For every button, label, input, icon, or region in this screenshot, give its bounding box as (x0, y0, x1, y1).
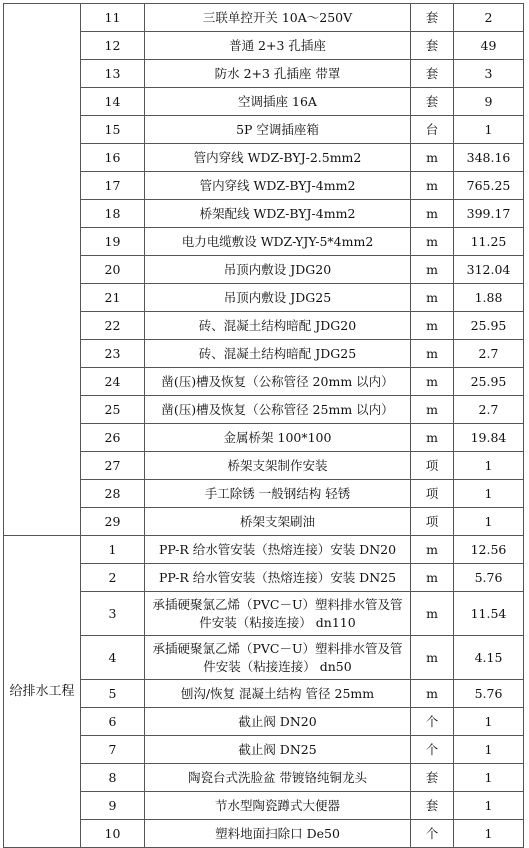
cell-qty: 1.88 (454, 284, 524, 312)
cell-unit: 个 (411, 708, 454, 736)
cell-name: 5P 空调插座箱 (145, 116, 411, 144)
table-row (4, 536, 524, 564)
cell-name: 承插硬聚氯乙烯（PVC－U）塑料排水管及管件安装（粘接连接） dn110 (145, 592, 411, 636)
cell-no: 20 (81, 256, 145, 284)
table-row (4, 4, 524, 32)
cell-qty: 2.7 (454, 340, 524, 368)
cell-qty: 1 (454, 452, 524, 480)
cell-name: 空调插座 16A (145, 88, 411, 116)
cell-qty: 4.15 (454, 636, 524, 680)
table-row (4, 480, 524, 508)
cell-name: 桥架支架制作安装 (145, 452, 411, 480)
cell-qty: 1 (454, 820, 524, 848)
cell-name: 电力电缆敷设 WDZ-YJY-5*4mm2 (145, 228, 411, 256)
table-row (4, 592, 524, 636)
cell-no: 3 (81, 592, 145, 636)
cell-no: 27 (81, 452, 145, 480)
cell-no: 29 (81, 508, 145, 536)
cell-qty: 11.54 (454, 592, 524, 636)
cell-name: 塑料地面扫除口 De50 (145, 820, 411, 848)
cell-name: 桥架配线 WDZ-BYJ-4mm2 (145, 200, 411, 228)
cell-name: 砖、混凝土结构暗配 JDG20 (145, 312, 411, 340)
cell-qty: 1 (454, 708, 524, 736)
cell-qty: 348.16 (454, 144, 524, 172)
cell-qty: 1 (454, 508, 524, 536)
table-row (4, 736, 524, 764)
cell-name: 截止阀 DN20 (145, 708, 411, 736)
table-row (4, 680, 524, 708)
cell-unit: 套 (411, 32, 454, 60)
table-row (4, 636, 524, 680)
table-row (4, 88, 524, 116)
cell-no: 16 (81, 144, 145, 172)
table-row (4, 60, 524, 88)
table-row (4, 508, 524, 536)
cell-unit: m (411, 256, 454, 284)
cell-unit: 套 (411, 792, 454, 820)
table-row (4, 396, 524, 424)
cell-name: 砖、混凝土结构暗配 JDG25 (145, 340, 411, 368)
cell-name: 防水 2+3 孔插座 带罩 (145, 60, 411, 88)
cell-unit: m (411, 312, 454, 340)
table-row (4, 200, 524, 228)
cell-name: 金属桥架 100*100 (145, 424, 411, 452)
cell-name: 三联单控开关 10A～250V (145, 4, 411, 32)
table-row (4, 312, 524, 340)
cell-name: 节水型陶瓷蹲式大便器 (145, 792, 411, 820)
cell-qty: 3 (454, 60, 524, 88)
cell-qty: 9 (454, 88, 524, 116)
cell-unit: m (411, 424, 454, 452)
cell-qty: 25.95 (454, 368, 524, 396)
cell-qty: 1 (454, 764, 524, 792)
cell-name: PP-R 给水管安装（热熔连接）安装 DN25 (145, 564, 411, 592)
cell-unit: 套 (411, 764, 454, 792)
cell-no: 13 (81, 60, 145, 88)
cell-name: 吊顶内敷设 JDG25 (145, 284, 411, 312)
cell-name: 承插硬聚氯乙烯（PVC－U）塑料排水管及管件安装（粘接连接） dn50 (145, 636, 411, 680)
cell-no: 14 (81, 88, 145, 116)
cell-unit: 项 (411, 452, 454, 480)
cell-no: 9 (81, 792, 145, 820)
table-row (4, 116, 524, 144)
cell-qty: 5.76 (454, 680, 524, 708)
cell-no: 18 (81, 200, 145, 228)
cell-name: 管内穿线 WDZ-BYJ-2.5mm2 (145, 144, 411, 172)
cell-no: 6 (81, 708, 145, 736)
table-row (4, 452, 524, 480)
table-body (4, 4, 524, 848)
table-row (4, 284, 524, 312)
cell-qty: 312.04 (454, 256, 524, 284)
bill-of-quantities-table (3, 3, 524, 848)
cell-no: 25 (81, 396, 145, 424)
cell-no: 5 (81, 680, 145, 708)
cell-no: 24 (81, 368, 145, 396)
cell-unit: 套 (411, 88, 454, 116)
cell-unit: m (411, 200, 454, 228)
category-cell (4, 4, 81, 536)
cell-name: 吊顶内敷设 JDG20 (145, 256, 411, 284)
cell-qty: 5.76 (454, 564, 524, 592)
table-row (4, 144, 524, 172)
table-row (4, 792, 524, 820)
cell-unit: m (411, 680, 454, 708)
cell-name: 桥架支架刷油 (145, 508, 411, 536)
cell-no: 17 (81, 172, 145, 200)
table-row (4, 256, 524, 284)
cell-no: 12 (81, 32, 145, 60)
cell-no: 21 (81, 284, 145, 312)
cell-qty: 399.17 (454, 200, 524, 228)
cell-no: 11 (81, 4, 145, 32)
cell-unit: m (411, 564, 454, 592)
cell-no: 7 (81, 736, 145, 764)
cell-qty: 2.7 (454, 396, 524, 424)
cell-qty: 11.25 (454, 228, 524, 256)
table-row (4, 32, 524, 60)
cell-unit: 个 (411, 736, 454, 764)
cell-unit: m (411, 172, 454, 200)
cell-no: 15 (81, 116, 145, 144)
cell-no: 8 (81, 764, 145, 792)
cell-unit: 套 (411, 4, 454, 32)
cell-no: 1 (81, 536, 145, 564)
cell-no: 10 (81, 820, 145, 848)
cell-unit: m (411, 144, 454, 172)
cell-unit: 套 (411, 60, 454, 88)
cell-qty: 1 (454, 736, 524, 764)
table-row (4, 172, 524, 200)
cell-no: 19 (81, 228, 145, 256)
cell-qty: 1 (454, 116, 524, 144)
cell-name: 普通 2+3 孔插座 (145, 32, 411, 60)
cell-name: 手工除锈 一般钢结构 轻锈 (145, 480, 411, 508)
cell-unit: m (411, 636, 454, 680)
cell-no: 23 (81, 340, 145, 368)
table-row (4, 564, 524, 592)
cell-name: 管内穿线 WDZ-BYJ-4mm2 (145, 172, 411, 200)
table-row (4, 368, 524, 396)
cell-no: 26 (81, 424, 145, 452)
cell-unit: m (411, 284, 454, 312)
cell-no: 28 (81, 480, 145, 508)
cell-no: 2 (81, 564, 145, 592)
cell-name: 刨沟/恢复 混凝土结构 管径 25mm (145, 680, 411, 708)
cell-unit: 项 (411, 480, 454, 508)
cell-unit: m (411, 340, 454, 368)
cell-unit: 项 (411, 508, 454, 536)
cell-qty: 19.84 (454, 424, 524, 452)
cell-name: 截止阀 DN25 (145, 736, 411, 764)
cell-unit: 台 (411, 116, 454, 144)
cell-qty: 12.56 (454, 536, 524, 564)
cell-qty: 765.25 (454, 172, 524, 200)
table-row (4, 708, 524, 736)
cell-qty: 1 (454, 480, 524, 508)
cell-unit: m (411, 536, 454, 564)
cell-qty: 1 (454, 792, 524, 820)
cell-name: 陶瓷台式洗脸盆 带镀铬纯铜龙头 (145, 764, 411, 792)
table-row (4, 340, 524, 368)
cell-no: 22 (81, 312, 145, 340)
cell-qty: 49 (454, 32, 524, 60)
cell-unit: m (411, 592, 454, 636)
cell-no: 4 (81, 636, 145, 680)
cell-qty: 2 (454, 4, 524, 32)
category-cell: 给排水工程 (4, 536, 81, 848)
cell-qty: 25.95 (454, 312, 524, 340)
cell-name: PP-R 给水管安装（热熔连接）安装 DN20 (145, 536, 411, 564)
table-row (4, 424, 524, 452)
cell-name: 凿(压)槽及恢复（公称管径 25mm 以内） (145, 396, 411, 424)
cell-unit: m (411, 396, 454, 424)
table-row (4, 228, 524, 256)
cell-name: 凿(压)槽及恢复（公称管径 20mm 以内） (145, 368, 411, 396)
table-row (4, 764, 524, 792)
cell-unit: 个 (411, 820, 454, 848)
cell-unit: m (411, 368, 454, 396)
cell-unit: m (411, 228, 454, 256)
